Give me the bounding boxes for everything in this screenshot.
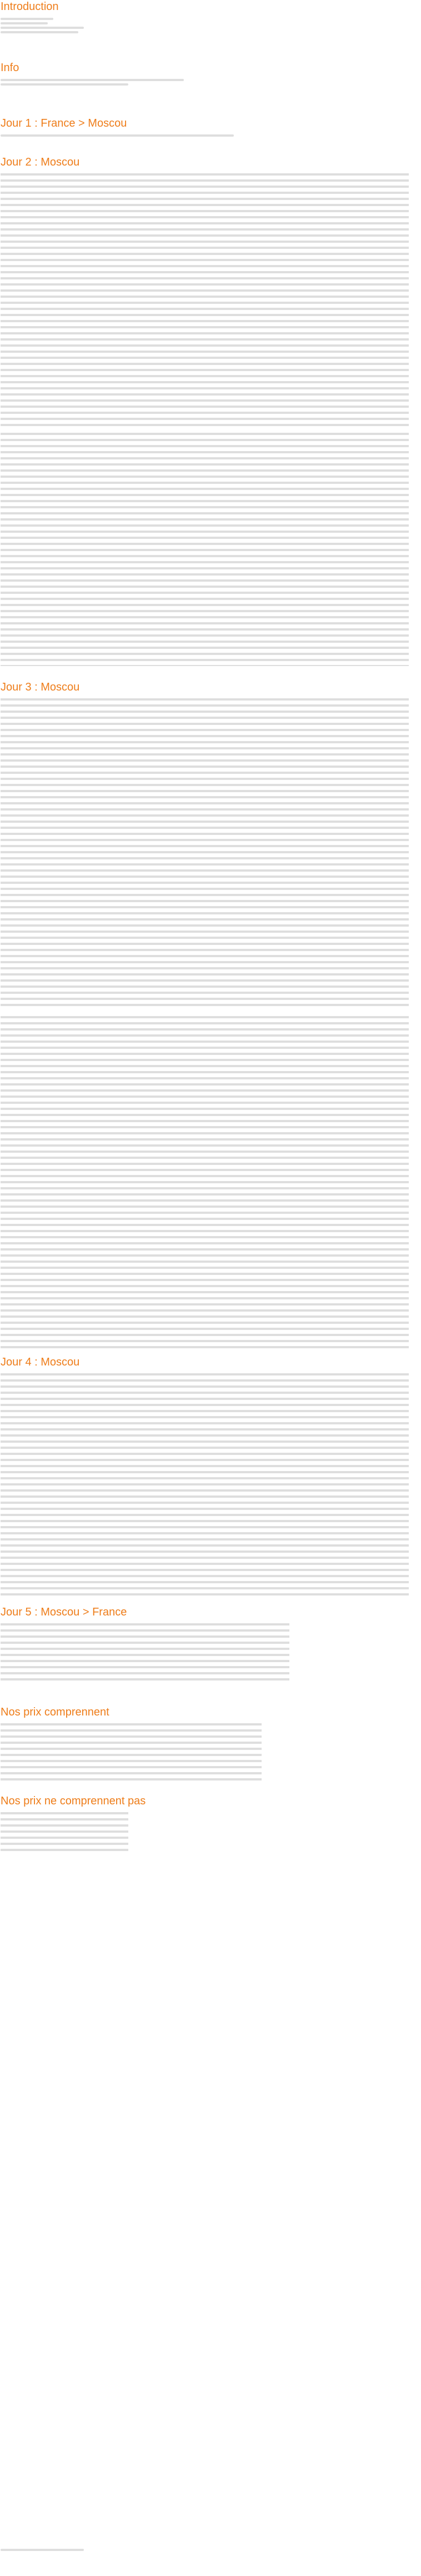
list-placeholder [1,1812,128,1851]
section-info [0,61,421,88]
section-conditions [0,2544,421,2553]
section-body-jour4 [0,1373,421,1595]
section-body-jour2 [0,173,421,666]
section-title-jour3: Jour 3 : Moscou [1,681,80,693]
section-body-jour5 [0,1623,421,1684]
section-body-jour1 [0,134,421,137]
section-title-jour1: Jour 1 : France > Moscou [1,117,127,129]
section-prix-ne-comprennent-pas [0,1794,421,1851]
section-jour2 [0,156,421,666]
section-title-prix-comprennent: Nos prix comprennent [1,1706,109,1718]
paragraph-placeholder [1,698,409,1009]
text-line-placeholder [1,79,184,81]
section-body-prix-comprennent [0,1723,421,1784]
text-line-placeholder [1,31,78,33]
section-jour4 [0,1355,421,1595]
text-line-placeholder [1,134,234,137]
section-jour3 [0,681,421,1349]
section-body-conditions [0,2549,421,2551]
section-title-jour4: Jour 4 : Moscou [1,1356,80,1368]
text-line-placeholder [1,27,84,29]
section-body-info [0,79,421,86]
paragraph-placeholder [1,173,409,426]
text-line-placeholder [1,83,128,86]
section-jour5 [0,1605,421,1684]
section-title-introduction: Introduction [1,1,59,13]
paragraph-placeholder [1,1373,409,1595]
paragraph-placeholder [1,1016,409,1349]
text-line-placeholder [1,22,48,24]
section-title-jour2: Jour 2 : Moscou [1,156,80,168]
section-body-introduction [0,18,421,33]
text-line-placeholder [1,2549,84,2551]
section-title-jour5: Jour 5 : Moscou > France [1,1606,127,1618]
text-line-placeholder [1,18,53,20]
section-body-jour3 [0,698,421,1349]
paragraph-placeholder [1,1623,289,1684]
section-body-prix-ne-comprennent-pas [0,1812,421,1851]
section-introduction [0,0,421,36]
list-placeholder [1,1723,262,1784]
section-title-prix-ne-comprennent-pas: Nos prix ne comprennent pas [1,1795,146,1807]
section-title-info: Info [1,62,19,74]
section-prix-comprennent [0,1705,421,1784]
paragraph-placeholder [1,433,409,666]
section-jour1 [0,117,421,139]
